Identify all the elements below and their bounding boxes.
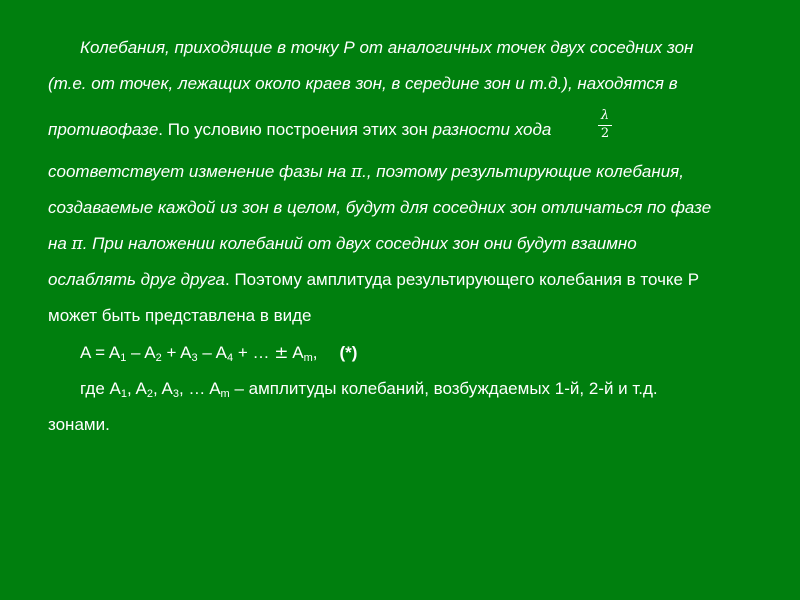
text-line-4: соответствует изменение фазы на π., поэтому результирующие колебания,: [48, 162, 684, 182]
text-line-8: может быть представлена в виде: [48, 306, 312, 325]
text-zones-line: зонами.: [48, 415, 110, 434]
text-line-2: (т.е. от точек, лежащих около краев зон, в середине зон и т.д.), находятся в: [48, 74, 678, 93]
symbol-pi: π: [71, 234, 83, 254]
term-weaken-each-other: ослаблять друг друга: [48, 270, 226, 289]
plus-minus-symbol: ±: [274, 343, 289, 363]
fraction-lambda-over-2: $\frac{\lambda}{2}$: [598, 108, 612, 142]
text-line-3: противофазе. По условию построения этих зон разности хода $\frac{\lambda}{2}$: [48, 118, 551, 142]
formula-amplitude: $A = A_1 - A_2 + A_3 - A_4$ + … ± $A_m$, (*): [80, 343, 358, 364]
text-line-5: создаваемые каждой из зон в целом, будут для соседних зон отличаться по фазе: [48, 198, 712, 217]
text-line-6: на π. При наложении колебаний от двух соседних зон они будут взаимно: [48, 234, 637, 254]
term-antiphase: противофазе: [48, 120, 159, 139]
text-line-1: Колебания, приходящие в точку Р от аналогичных точек двух соседних зон: [80, 38, 694, 57]
text-where-line: где $A_1$, $A_2$, $A_3$, … $A_m$ – амплитуды колебаний, возбуждаемых 1-й, 2-й и т.д.: [80, 379, 658, 400]
text-line-7: ослаблять друг друга. Поэтому амплитуда результирующего колебания в точке Р: [48, 270, 700, 289]
formula-label: (*): [339, 343, 358, 362]
term-path-difference: разности хода: [432, 120, 552, 139]
symbol-pi: π: [350, 162, 363, 182]
